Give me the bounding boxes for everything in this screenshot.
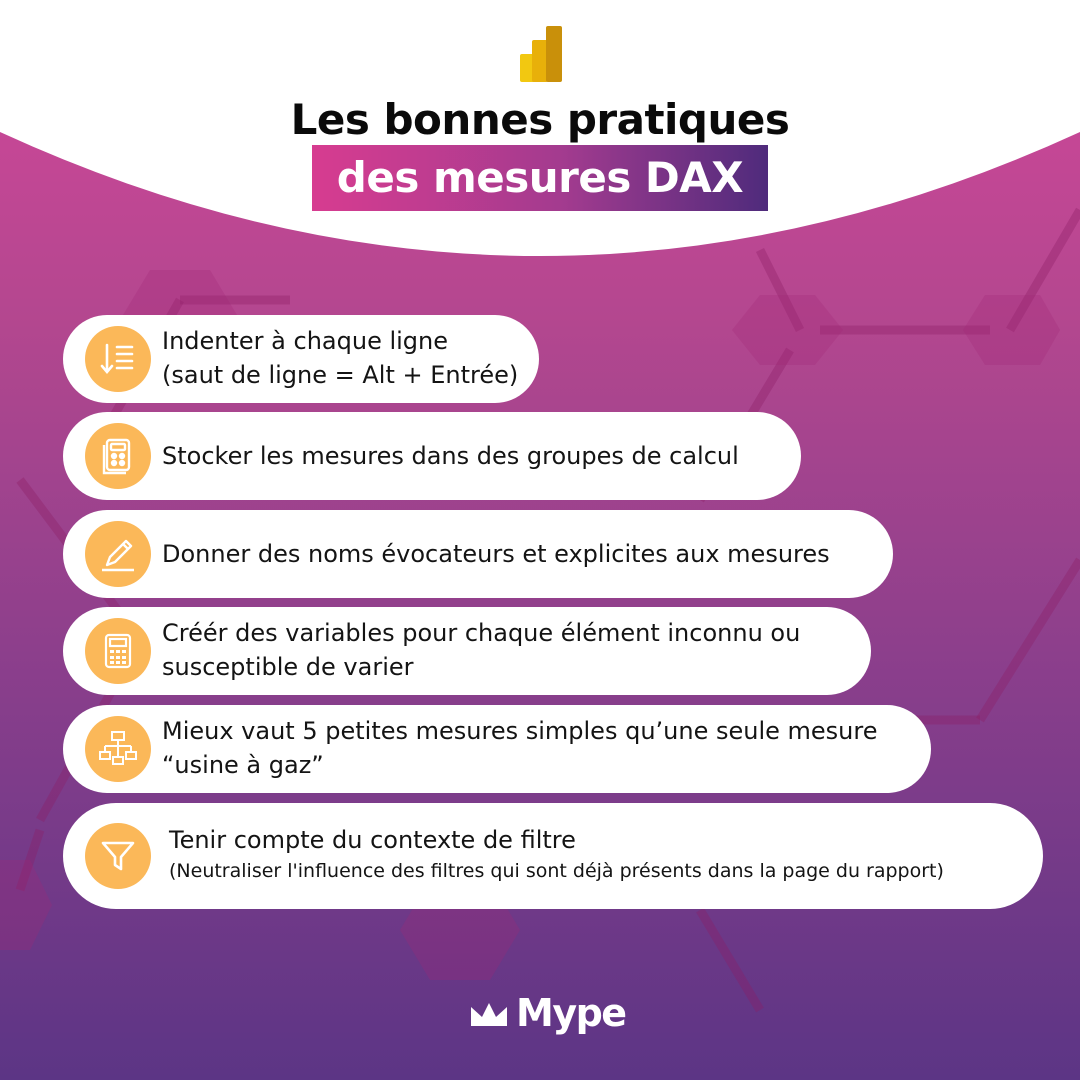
list-item [63,607,871,695]
calculator-icon [85,618,151,684]
power-bi-logo-icon [518,24,566,84]
pencil-icon [85,521,151,587]
crown-icon [470,999,508,1027]
item-detail: susceptible de varier [162,653,414,681]
page-subtitle-banner: des mesures DAX [312,145,768,211]
filter-funnel-icon [85,823,151,889]
list-item [63,705,931,793]
item-title: Donner des noms évocateurs et explicites aux mesures [162,540,830,568]
item-detail: (saut de ligne = Alt + Entrée) [162,361,519,389]
list-item [63,803,1043,909]
list-item [63,412,801,500]
item-title: Mieux vaut 5 petites mesures simples qu’une seule mesure [162,717,878,745]
indent-list-icon [85,326,151,392]
page-title: Les bonnes pratiques [290,95,790,144]
brand-name: Mype [516,991,626,1035]
item-title: Indenter à chaque ligne [162,327,449,355]
item-title: Créér des variables pour chaque élément inconnu ou [162,619,801,647]
item-detail: (Neutraliser l'influence des filtres qui sont déjà présents dans la page du rapport) [169,860,944,882]
list-item [63,315,539,403]
hierarchy-icon [85,716,151,782]
item-title: Stocker les mesures dans des groupes de calcul [162,442,739,470]
list-item [63,510,893,598]
brand-logo [470,992,626,1034]
calculator-group-icon [85,423,151,489]
item-detail: “usine à gaz” [162,751,324,779]
item-title: Tenir compte du contexte de filtre [169,826,576,854]
